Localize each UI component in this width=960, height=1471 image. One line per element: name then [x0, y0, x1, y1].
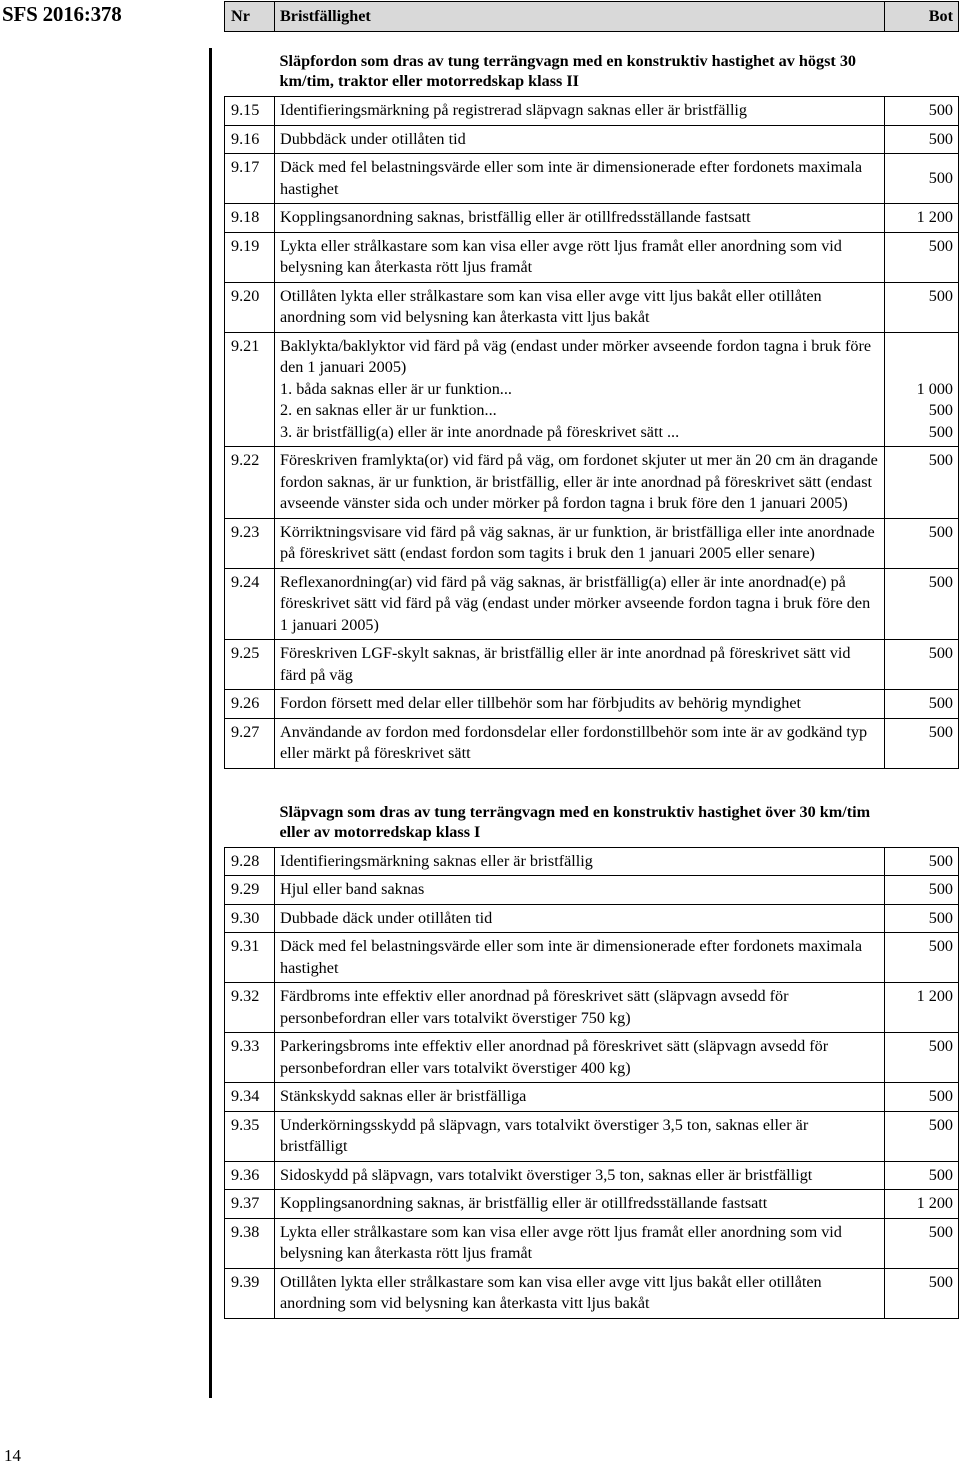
sub-item-fine: 1 000 — [916, 379, 953, 398]
row-fine: 500 — [885, 904, 959, 933]
row-description: Otillåten lykta eller strålkastare som kan visa eller avge vitt ljus bakåt eller otillåten anordning som vid belysning kan återkasta vitt ljus bakåt — [275, 282, 885, 332]
sub-item: 3. är bristfällig(a) eller är inte anordnade på föreskrivet sätt ... — [280, 422, 680, 441]
section-heading-2: Släpvagn som dras av tung terrängvagn med en konstruktiv hastighet över 30 km/tim eller av motorredskap klass I — [275, 768, 885, 847]
sub-item-fine: 500 — [928, 401, 953, 419]
row-number: 9.28 — [225, 847, 275, 876]
row-description: Reflexanordning(ar) vid färd på väg saknas, är bristfällig(a) eller är inte anordnad(e) på föreskrivet sätt vid färd på väg (endast under mörker avseende fordon tagna i bruk före den 1 januari 2005) — [275, 568, 885, 640]
row-description: Sidoskydd på släpvagn, vars totalvikt överstiger 3,5 ton, saknas eller är bristfälligt — [275, 1161, 885, 1190]
row-number: 9.16 — [225, 125, 275, 154]
page-number: 14 — [4, 1446, 21, 1465]
row-number: 9.20 — [225, 282, 275, 332]
row-fine: 500 — [885, 690, 959, 719]
section-heading-row — [225, 768, 959, 847]
row-number: 9.24 — [225, 568, 275, 640]
row-description: Identifieringsmärkning saknas eller är bristfällig — [275, 847, 885, 876]
row-number: 9.17 — [225, 154, 275, 204]
row-fine: 500 — [885, 568, 959, 640]
table-row — [225, 97, 959, 126]
section-heading-nr — [225, 32, 275, 97]
sfs-number: SFS 2016:378 — [2, 2, 122, 26]
row-fine: 500 — [885, 847, 959, 876]
header-nr: Nr — [225, 2, 275, 32]
row-fine: 500 — [885, 1083, 959, 1112]
section-heading-nr — [225, 768, 275, 847]
table-row — [225, 1083, 959, 1112]
row-description: Identifieringsmärkning på registrerad släpvagn saknas eller är bristfällig — [275, 97, 885, 126]
row-fine: 500 — [885, 447, 959, 519]
row-fine: 500 — [885, 97, 959, 126]
table-row — [225, 933, 959, 983]
table-row — [225, 204, 959, 233]
row-fine: 500 — [885, 1033, 959, 1083]
row-description: Kopplingsanordning saknas, är bristfällig eller är otillfredsställande fastsatt — [275, 1190, 885, 1219]
row-fine: 500 — [885, 640, 959, 690]
row-description: Däck med fel belastningsvärde eller som inte är dimensionerade efter fordonets maximala hastighet — [275, 154, 885, 204]
row-description: Körriktningsvisare vid färd på väg saknas, är ur funktion, är bristfälliga eller inte anordnade på föreskrivet sätt (endast fordon som tagits i bruk den 1 januari 2005 eller senare) — [275, 518, 885, 568]
row-number: 9.15 — [225, 97, 275, 126]
row-number: 9.22 — [225, 447, 275, 519]
row-description: Föreskriven framlykta(or) vid färd på väg, om fordonet skjuter ut mer än 20 cm än dragande fordon saknas, är ur funktion, är bristfällig, eller är inte anordnad på föreskrivet sätt (endast avseende vänster sida och under mörker på fordon tagna i bruk före den 1 januari 2005) — [275, 447, 885, 519]
row-description: Lykta eller strålkastare som kan visa eller avge rött ljus framåt eller anordning som vid belysning kan återkasta rött ljus framåt — [275, 1218, 885, 1268]
table-row — [225, 282, 959, 332]
row-number: 9.26 — [225, 690, 275, 719]
row-number: 9.36 — [225, 1161, 275, 1190]
row-fine: 500 — [885, 282, 959, 332]
row-number: 9.39 — [225, 1268, 275, 1318]
row-fine: 500 — [885, 1111, 959, 1161]
row-fine: 500 — [885, 1161, 959, 1190]
table-row — [225, 447, 959, 519]
row-fine: 500 — [885, 718, 959, 768]
table-row — [225, 1161, 959, 1190]
table-body — [225, 32, 959, 1319]
table-row — [225, 1033, 959, 1083]
row-description: Lykta eller strålkastare som kan visa eller avge rött ljus framåt eller anordning som vid belysning kan återkasta rött ljus framåt — [275, 232, 885, 282]
section-heading-bot — [885, 768, 959, 847]
row-number: 9.18 — [225, 204, 275, 233]
row-description: Otillåten lykta eller strålkastare som kan visa eller avge vitt ljus bakåt eller otillåten anordning som vid belysning kan återkasta vitt ljus bakåt — [275, 1268, 885, 1318]
row-fine: 500 — [885, 125, 959, 154]
table-row — [225, 640, 959, 690]
table-row — [225, 1111, 959, 1161]
row-fine: 500 — [885, 876, 959, 905]
row-fine: 1 200 — [885, 204, 959, 233]
row-description: Parkeringsbroms inte effektiv eller anordnad på föreskrivet sätt (släpvagn avsedd för personbefordran eller vars totalvikt överstiger 400 kg) — [275, 1033, 885, 1083]
row-description: Underkörningsskydd på släpvagn, vars totalvikt överstiger 3,5 ton, saknas eller är bristfälligt — [275, 1111, 885, 1161]
change-bar — [209, 48, 212, 1398]
row-fine: 500 — [885, 232, 959, 282]
row-description: Hjul eller band saknas — [275, 876, 885, 905]
table-row — [225, 568, 959, 640]
row-number: 9.23 — [225, 518, 275, 568]
row-number: 9.21 — [225, 332, 275, 447]
row-fine: 500 — [885, 518, 959, 568]
penalty-table — [224, 1, 959, 1319]
table-row — [225, 904, 959, 933]
row-number: 9.30 — [225, 904, 275, 933]
row-fine-list — [885, 332, 959, 447]
row-description: Användande av fordon med fordonsdelar eller fordonstillbehör som inte är av godkänd typ eller märkt på föreskrivet sätt — [275, 718, 885, 768]
row-number: 9.32 — [225, 983, 275, 1033]
table-row — [225, 983, 959, 1033]
section-heading-row — [225, 32, 959, 97]
row-number: 9.27 — [225, 718, 275, 768]
sub-item: 1. båda saknas eller är ur funktion... — [280, 379, 512, 398]
row-description: Stänkskydd saknas eller är bristfälliga — [275, 1083, 885, 1112]
row-number: 9.38 — [225, 1218, 275, 1268]
table-row — [225, 1190, 959, 1219]
row-description — [275, 332, 885, 447]
row-fine: 500 — [885, 1268, 959, 1318]
row-number: 9.31 — [225, 933, 275, 983]
table-row — [225, 332, 959, 447]
row-fine: 500 — [885, 154, 959, 204]
sub-item: 2. en saknas eller är ur funktion... — [280, 401, 497, 419]
section-heading-1: Släpfordon som dras av tung terrängvagn med en konstruktiv hastighet av högst 30 km/tim, traktor eller motorredskap klass II — [275, 32, 885, 97]
row-fine: 500 — [885, 933, 959, 983]
header-bristfallighet: Bristfällighet — [275, 2, 885, 32]
row-fine: 1 200 — [885, 983, 959, 1033]
table-row — [225, 1218, 959, 1268]
header-bot: Bot — [885, 2, 959, 32]
table-row — [225, 1268, 959, 1318]
row-number: 9.34 — [225, 1083, 275, 1112]
row-description: Dubbdäck under otillåten tid — [275, 125, 885, 154]
row-description: Färdbroms inte effektiv eller anordnad på föreskrivet sätt (släpvagn avsedd för personbefordran eller vars totalvikt överstiger 750 kg) — [275, 983, 885, 1033]
row-description: Föreskriven LGF-skylt saknas, är bristfällig eller är inte anordnad på föreskrivet sätt vid färd på väg — [275, 640, 885, 690]
table-row — [225, 154, 959, 204]
row-fine: 500 — [885, 1218, 959, 1268]
sub-item-fine: 500 — [928, 422, 953, 441]
table-row — [225, 847, 959, 876]
row-number: 9.37 — [225, 1190, 275, 1219]
row-description: Fordon försett med delar eller tillbehör som har förbjudits av behörig myndighet — [275, 690, 885, 719]
section-heading-bot — [885, 32, 959, 97]
row-number: 9.35 — [225, 1111, 275, 1161]
row-fine: 1 200 — [885, 1190, 959, 1219]
row-description: Kopplingsanordning saknas, bristfällig eller är otillfredsställande fastsatt — [275, 204, 885, 233]
table-row — [225, 718, 959, 768]
table-header — [225, 2, 959, 32]
fine-spacer — [885, 336, 953, 379]
table-row — [225, 125, 959, 154]
row-number: 9.25 — [225, 640, 275, 690]
row-number: 9.19 — [225, 232, 275, 282]
row-number: 9.29 — [225, 876, 275, 905]
table-row — [225, 518, 959, 568]
table-row — [225, 232, 959, 282]
penalty-table-container — [224, 1, 958, 1319]
table-row — [225, 690, 959, 719]
row-number: 9.33 — [225, 1033, 275, 1083]
row-description-main: Baklykta/baklyktor vid färd på väg (endast under mörker avseende fordon tagna i bruk före den 1 januari 2005) — [280, 336, 872, 376]
row-description: Dubbade däck under otillåten tid — [275, 904, 885, 933]
row-description: Däck med fel belastningsvärde eller som inte är dimensionerade efter fordonets maximala hastighet — [275, 933, 885, 983]
table-row — [225, 876, 959, 905]
